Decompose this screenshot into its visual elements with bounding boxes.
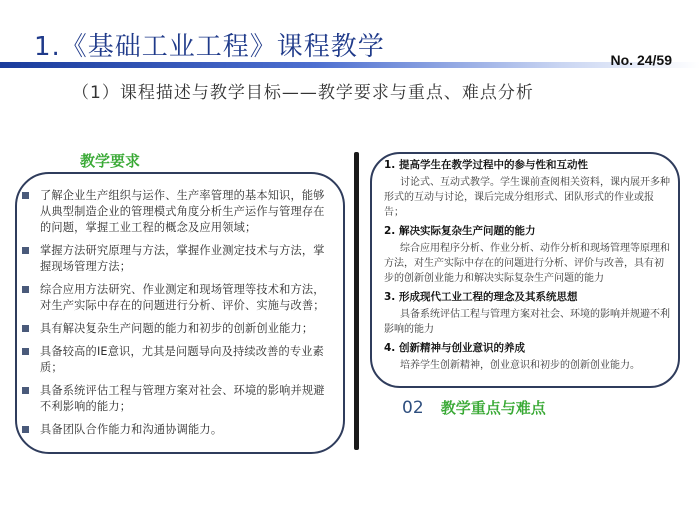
list-item [18,188,336,236]
list-item [18,422,336,438]
square-bullet-icon [22,247,29,254]
square-bullet-icon [22,348,29,355]
section-title: 4. 创新精神与创业意识的养成 [384,342,525,354]
list-item [18,321,336,337]
square-bullet-icon [22,426,29,433]
list-item [18,243,336,275]
teaching-requirements-heading: 教学要求 [80,152,141,170]
requirement-text: 具备较高的IE意识，尤其是问题导向及持续改善的专业素质； [40,345,325,374]
slide-subtitle: （1）课程描述与教学目标——教学要求与重点、难点分析 [72,83,534,103]
requirements-list [18,188,336,445]
requirement-text: 具备系统评估工程与管理方案对社会、环境的影响并规避不利影响的能力； [40,384,325,413]
title-underline [0,62,700,68]
slide-title: 1.《基础工业工程》课程教学 [34,32,385,62]
requirement-text: 综合应用方法研究、作业测定和现场管理等技术和方法，对生产实际中存在的问题进行分析、评价、实施与改善； [40,283,325,312]
section-title: 1. 提高学生在教学过程中的参与性和互动性 [384,159,588,171]
section-body: 培养学生创新精神，创业意识和初步的创新创业能力。 [400,360,640,371]
list-item [18,282,336,314]
section-body: 具备系统评估工程与管理方案对社会、环境的影响并规避不利影响的能力 [384,309,670,335]
key-difficult-points-label [402,397,546,418]
section-title: 2. 解决实际复杂生产问题的能力 [384,225,536,237]
requirement-text: 具有解决复杂生产问题的能力和初步的创新创业能力； [40,322,314,335]
requirement-text: 掌握方法研究原理与方法，掌握作业测定技术与方法，掌握现场管理方法； [40,244,325,273]
requirement-text: 具备团队合作能力和沟通协调能力。 [40,423,223,436]
vertical-divider [354,152,359,450]
square-bullet-icon [22,192,29,199]
list-item [18,383,336,415]
section-number: 02 [402,398,424,418]
square-bullet-icon [22,387,29,394]
square-bullet-icon [22,286,29,293]
section-body: 讨论式、互动式教学。学生课前查阅相关资料，课内展开多种形式的互动与讨论，课后完成分组形式、团队形式的作业或报告； [384,177,670,218]
page-number: No. 24/59 [610,52,672,68]
list-item [18,344,336,376]
key-difficult-points-heading: 教学重点与难点 [440,399,546,417]
section-title: 3. 形成现代工业工程的理念及其系统思想 [384,291,578,303]
focus-points-content [384,158,670,377]
requirement-text: 了解企业生产组织与运作、生产率管理的基本知识，能够从典型制造企业的管理模式角度分析生产运作与管理存在的问题，掌握工业工程的概念及应用领域； [40,189,325,234]
section-body: 综合应用程序分析、作业分析、动作分析和现场管理等原理和方法，对生产实际中存在的问题进行分析、评价与改善，具有初步的创新创业能力和解决实际复杂生产问题的能力 [384,243,670,284]
square-bullet-icon [22,325,29,332]
